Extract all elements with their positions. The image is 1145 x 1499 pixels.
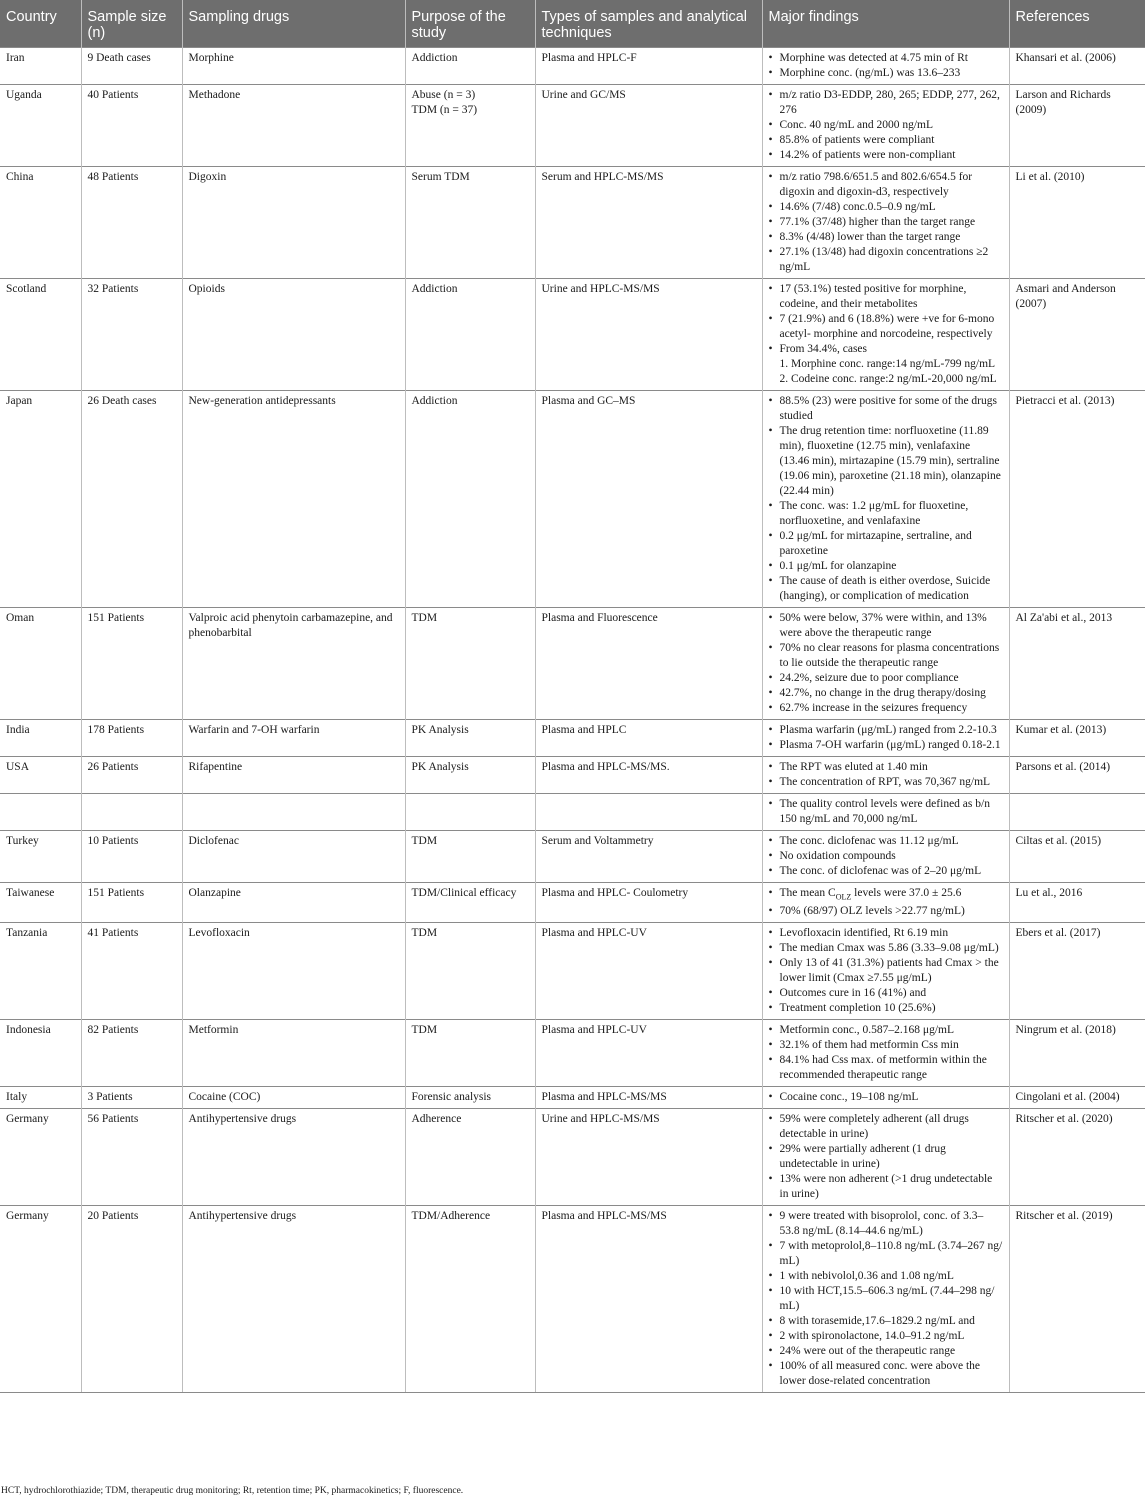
purpose-line: Adherence — [411, 1113, 462, 1126]
table-row — [0, 391, 1145, 608]
header-sample-size: Sample size (n) — [81, 0, 182, 48]
table-header — [0, 0, 1145, 48]
finding-subscript: OLZ — [835, 892, 852, 902]
cell-sampling-drugs: New-generation antidepressants — [182, 391, 405, 608]
purpose-line: Forensic analysis — [411, 1091, 492, 1104]
cell-sample-size: 151 Patients — [81, 608, 182, 720]
cell-reference: Ritscher et al. (2019) — [1009, 1206, 1145, 1393]
findings-list — [769, 282, 1003, 387]
cell-reference: Pietracci et al. (2013) — [1009, 391, 1145, 608]
cell-sample-types: Plasma and HPLC-UV — [535, 923, 762, 1020]
cell-sample-types: Plasma and Fluorescence — [535, 608, 762, 720]
cell-sample-types: Plasma and HPLC-MS/MS. — [535, 757, 762, 794]
finding-item: • 14.2% of patients were non-compliant — [769, 148, 1003, 163]
finding-item: • 10 with HCT,15.5–606.3 ng/mL (7.44–298 ng/ mL) — [769, 1284, 1003, 1314]
cell-major-findings — [762, 85, 1009, 167]
finding-item: • 14.6% (7/48) conc.0.5–0.9 ng/mL — [769, 200, 1003, 215]
cell-major-findings — [762, 831, 1009, 883]
table-row — [0, 48, 1145, 85]
findings-list — [769, 51, 1003, 81]
header-sampling-drugs: Sampling drugs — [182, 0, 405, 48]
purpose-line: Addiction — [411, 283, 458, 295]
cell-country: Turkey — [0, 831, 81, 883]
cell-reference: Al Za'abi et al., 2013 — [1009, 608, 1145, 720]
finding-item: • m/z ratio D3-EDDP, 280, 265; EDDP, 277, 262, 276 — [769, 88, 1003, 118]
finding-item: • 88.5% (23) were positive for some of the drugs studied — [769, 394, 1003, 424]
purpose-line: PK Analysis — [411, 724, 469, 736]
cell-major-findings — [762, 720, 1009, 757]
purpose-line: TDM — [411, 927, 438, 940]
finding-item: • 70% (68/97) OLZ levels >22.77 ng/mL) — [769, 904, 1003, 919]
cell-country: Tanzania — [0, 923, 81, 1020]
finding-item — [769, 886, 1003, 904]
findings-list — [769, 1090, 1003, 1105]
table-row — [0, 167, 1145, 279]
cell-sample-types: Serum and Voltammetry — [535, 831, 762, 883]
cell-purpose — [405, 1206, 535, 1393]
cell-purpose — [405, 883, 535, 923]
finding-item: • The conc. was: 1.2 μg/mL for fluoxetine, norfluoxetine, and venlafaxine — [769, 499, 1003, 529]
cell-purpose — [405, 279, 535, 391]
finding-item: • 77.1% (37/48) higher than the target range — [769, 215, 1003, 230]
findings-list — [769, 394, 1003, 604]
findings-list — [769, 1209, 1003, 1389]
findings-list — [769, 886, 1003, 919]
finding-item: • The RPT was eluted at 1.40 min — [769, 760, 1003, 775]
finding-item: • m/z ratio 798.6/651.5 and 802.6/654.5 for digoxin and digoxin-d3, respectively — [769, 170, 1003, 200]
purpose-line: TDM — [411, 1024, 438, 1037]
finding-item: • 24% were out of the therapeutic range — [769, 1344, 1003, 1359]
findings-list — [769, 1023, 1003, 1083]
cell-reference: Ebers et al. (2017) — [1009, 923, 1145, 1020]
finding-item: • The conc. diclofenac was 11.12 μg/mL — [769, 834, 1003, 849]
cell-purpose — [405, 1087, 535, 1109]
cell-sample-size: 3 Patients — [81, 1087, 182, 1109]
finding-item: • 9 were treated with bisoprolol, conc. of 3.3–53.8 ng/mL (8.14–44.6 ng/mL) — [769, 1209, 1003, 1239]
cell-purpose — [405, 85, 535, 167]
finding-item: • Outcomes cure in 16 (41%) and — [769, 986, 1003, 1001]
cell-country: Germany — [0, 1109, 81, 1206]
cell-sampling-drugs: Olanzapine — [182, 883, 405, 923]
finding-item: • Plasma 7-OH warfarin (μg/mL) ranged 0.18-2.1 — [769, 738, 1003, 753]
purpose-line: TDM/Adherence — [411, 1210, 491, 1223]
table-row — [0, 85, 1145, 167]
cell-purpose — [405, 923, 535, 1020]
cell-sample-types: Urine and GC/MS — [535, 85, 762, 167]
cell-sample-size: 26 Patients — [81, 757, 182, 794]
cell-sample-types: Plasma and GC–MS — [535, 391, 762, 608]
cell-reference: Asmari and Anderson (2007) — [1009, 279, 1145, 391]
cell-sample-types — [535, 794, 762, 831]
cell-sample-types: Plasma and HPLC-MS/MS — [535, 1206, 762, 1393]
finding-item: • 8.3% (4/48) lower than the target range — [769, 230, 1003, 245]
cell-sample-types: Plasma and HPLC-UV — [535, 1020, 762, 1087]
cell-sample-size: 9 Death cases — [81, 48, 182, 85]
finding-item: • Morphine conc. (ng/mL) was 13.6–233 — [769, 66, 1003, 81]
cell-reference: Cingolani et al. (2004) — [1009, 1087, 1145, 1109]
finding-item: • No oxidation compounds — [769, 849, 1003, 864]
table-row — [0, 720, 1145, 757]
cell-country: Uganda — [0, 85, 81, 167]
findings-list — [769, 926, 1003, 1016]
table-row — [0, 608, 1145, 720]
finding-item: • Morphine was detected at 4.75 min of Rt — [769, 51, 1003, 66]
finding-item: • 13% were non adherent (>1 drug undetectable in urine) — [769, 1172, 1003, 1202]
cell-reference: Ningrum et al. (2018) — [1009, 1020, 1145, 1087]
table-row — [0, 1109, 1145, 1206]
table-row — [0, 279, 1145, 391]
cell-country: Italy — [0, 1087, 81, 1109]
purpose-line: TDM (n = 37) — [411, 104, 478, 116]
finding-item: • From 34.4%, cases — [769, 342, 1003, 357]
cell-major-findings — [762, 757, 1009, 794]
cell-country: Iran — [0, 48, 81, 85]
finding-item: • The cause of death is either overdose, Suicide (hanging), or complication of medication — [769, 574, 1003, 604]
cell-sample-types: Plasma and HPLC-MS/MS — [535, 1087, 762, 1109]
purpose-line: Addiction — [411, 395, 458, 407]
finding-item: • Only 13 of 41 (31.3%) patients had Cmax > the lower limit (Cmax ≥7.55 μg/mL) — [769, 956, 1003, 986]
cell-purpose — [405, 167, 535, 279]
table-row — [0, 923, 1145, 1020]
table-row — [0, 831, 1145, 883]
table-footnote: HCT, hydrochlorothiazide; TDM, therapeutic drug monitoring; Rt, retention time; PK, pharmacokinetics; F, fluorescence. — [1, 1486, 464, 1496]
table-row — [0, 794, 1145, 831]
finding-item: • 29% were partially adherent (1 drug undetectable in urine) — [769, 1142, 1003, 1172]
finding-item: • The median Cmax was 5.86 (3.33–9.08 μg/mL) — [769, 941, 1003, 956]
finding-item: 1. Morphine conc. range:14 ng/mL-799 ng/mL — [779, 358, 996, 370]
finding-item: • 32.1% of them had metformin Css min — [769, 1038, 1003, 1053]
purpose-line: TDM — [411, 835, 438, 847]
cell-purpose — [405, 794, 535, 831]
cell-country — [0, 794, 81, 831]
table-body — [0, 48, 1145, 1393]
cell-major-findings — [762, 1020, 1009, 1087]
cell-sampling-drugs: Rifapentine — [182, 757, 405, 794]
cell-purpose — [405, 48, 535, 85]
cell-reference — [1009, 794, 1145, 831]
header-sample-types: Types of samples and analytical techniques — [535, 0, 762, 48]
findings-list — [769, 797, 1003, 827]
cell-country: USA — [0, 757, 81, 794]
header-purpose: Purpose of the study — [405, 0, 535, 48]
findings-list — [769, 760, 1003, 790]
cell-sampling-drugs: Metformin — [182, 1020, 405, 1087]
finding-item: • 8 with torasemide,17.6–1829.2 ng/mL and — [769, 1314, 1003, 1329]
purpose-line: PK Analysis — [411, 761, 469, 773]
cell-country: Germany — [0, 1206, 81, 1393]
header-row — [0, 0, 1145, 48]
purpose-line: Serum TDM — [411, 171, 470, 183]
cell-country: Oman — [0, 608, 81, 720]
purpose-line: TDM — [411, 612, 438, 624]
table-row — [0, 1206, 1145, 1393]
cell-sampling-drugs: Methadone — [182, 85, 405, 167]
cell-purpose — [405, 1109, 535, 1206]
cell-reference: Ritscher et al. (2020) — [1009, 1109, 1145, 1206]
cell-sample-types: Urine and HPLC-MS/MS — [535, 1109, 762, 1206]
findings-list — [769, 611, 1003, 716]
cell-purpose — [405, 1020, 535, 1087]
cell-reference: Ciltas et al. (2015) — [1009, 831, 1145, 883]
cell-sample-types: Serum and HPLC-MS/MS — [535, 167, 762, 279]
table-row — [0, 1087, 1145, 1109]
finding-item: • The conc. of diclofenac was of 2–20 μg/mL — [769, 864, 1003, 879]
cell-reference: Li et al. (2010) — [1009, 167, 1145, 279]
cell-sample-types: Urine and HPLC-MS/MS — [535, 279, 762, 391]
finding-item: • 1 with nebivolol,0.36 and 1.08 ng/mL — [769, 1269, 1003, 1284]
cell-country: Taiwanese — [0, 883, 81, 923]
finding-item: • 100% of all measured conc. were above the lower dose-related concentration — [769, 1359, 1003, 1389]
cell-major-findings — [762, 608, 1009, 720]
cell-sample-size: 10 Patients — [81, 831, 182, 883]
cell-purpose — [405, 720, 535, 757]
cell-purpose — [405, 757, 535, 794]
table-row — [0, 883, 1145, 923]
cell-sampling-drugs: Warfarin and 7-OH warfarin — [182, 720, 405, 757]
purpose-line: Abuse (n = 3) — [411, 89, 476, 101]
cell-major-findings — [762, 883, 1009, 923]
cell-major-findings — [762, 48, 1009, 85]
finding-item: • 50% were below, 37% were within, and 13% were above the therapeutic range — [769, 611, 1003, 641]
cell-sample-size: 20 Patients — [81, 1206, 182, 1393]
cell-major-findings — [762, 1206, 1009, 1393]
cell-sampling-drugs: Cocaine (COC) — [182, 1087, 405, 1109]
cell-sample-size: 82 Patients — [81, 1020, 182, 1087]
table-row — [0, 1020, 1145, 1087]
header-country: Country — [0, 0, 81, 48]
findings-list — [769, 834, 1003, 879]
finding-item: • 7 with metoprolol,8–110.8 ng/mL (3.74–267 ng/ mL) — [769, 1239, 1003, 1269]
cell-country: China — [0, 167, 81, 279]
cell-major-findings — [762, 1109, 1009, 1206]
cell-major-findings — [762, 923, 1009, 1020]
finding-item: • 85.8% of patients were compliant — [769, 133, 1003, 148]
finding-item: • 2 with spironolactone, 14.0–91.2 ng/mL — [769, 1329, 1003, 1344]
finding-item: • 42.7%, no change in the drug therapy/dosing — [769, 686, 1003, 701]
findings-list — [769, 723, 1003, 753]
findings-list — [769, 170, 1003, 275]
cell-sample-size: 151 Patients — [81, 883, 182, 923]
cell-sampling-drugs: Antihypertensive drugs — [182, 1109, 405, 1206]
cell-major-findings — [762, 1087, 1009, 1109]
header-references: References — [1009, 0, 1145, 48]
cell-sample-size: 56 Patients — [81, 1109, 182, 1206]
cell-reference: Lu et al., 2016 — [1009, 883, 1145, 923]
finding-item: • 59% were completely adherent (all drugs detectable in urine) — [769, 1112, 1003, 1142]
finding-item: • 0.1 μg/mL for olanzapine — [769, 559, 1003, 574]
finding-item: • Plasma warfarin (μg/mL) ranged from 2.2-10.3 — [769, 723, 1003, 738]
finding-item: • Treatment completion 10 (25.6%) — [769, 1001, 1003, 1016]
cell-reference: Khansari et al. (2006) — [1009, 48, 1145, 85]
cell-sampling-drugs: Opioids — [182, 279, 405, 391]
cell-sample-size: 40 Patients — [81, 85, 182, 167]
cell-reference: Parsons et al. (2014) — [1009, 757, 1145, 794]
cell-sampling-drugs: Levofloxacin — [182, 923, 405, 1020]
table-row — [0, 757, 1145, 794]
cell-major-findings — [762, 279, 1009, 391]
cell-sampling-drugs: Antihypertensive drugs — [182, 1206, 405, 1393]
cell-country: India — [0, 720, 81, 757]
finding-item: • 84.1% had Css max. of metformin within the recommended therapeutic range — [769, 1053, 1003, 1083]
cell-sample-size: 32 Patients — [81, 279, 182, 391]
finding-item: • Cocaine conc., 19–108 ng/mL — [769, 1090, 1003, 1105]
finding-item: • 17 (53.1%) tested positive for morphine, codeine, and their metabolites — [769, 282, 1003, 312]
cell-major-findings — [762, 167, 1009, 279]
finding-item: • 70% no clear reasons for plasma concentrations to lie outside the therapeutic range — [769, 641, 1003, 671]
finding-item: • 27.1% (13/48) had digoxin concentrations ≥2 ng/mL — [769, 245, 1003, 275]
cell-sampling-drugs: Diclofenac — [182, 831, 405, 883]
finding-item: • 24.2%, seizure due to poor compliance — [769, 671, 1003, 686]
cell-sampling-drugs: Digoxin — [182, 167, 405, 279]
cell-country: Indonesia — [0, 1020, 81, 1087]
cell-sample-size: 178 Patients — [81, 720, 182, 757]
cell-sample-size: 41 Patients — [81, 923, 182, 1020]
finding-item: • Metformin conc., 0.587–2.168 μg/mL — [769, 1023, 1003, 1038]
finding-item: • The concentration of RPT, was 70,367 ng/mL — [769, 775, 1003, 790]
cell-sampling-drugs — [182, 794, 405, 831]
cell-sample-size: 48 Patients — [81, 167, 182, 279]
finding-item: • Levofloxacin identified, Rt 6.19 min — [769, 926, 1003, 941]
finding-text: The mean C — [779, 887, 836, 899]
purpose-line: Addiction — [411, 52, 458, 64]
cell-reference: Larson and Richards (2009) — [1009, 85, 1145, 167]
finding-item: • 62.7% increase in the seizures frequency — [769, 701, 1003, 716]
finding-item: • 0.2 μg/mL for mirtazapine, sertraline, and paroxetine — [769, 529, 1003, 559]
cell-purpose — [405, 608, 535, 720]
cell-major-findings — [762, 391, 1009, 608]
finding-item: • Conc. 40 ng/mL and 2000 ng/mL — [769, 118, 1003, 133]
cell-sample-types: Plasma and HPLC- Coulometry — [535, 883, 762, 923]
cell-sample-size — [81, 794, 182, 831]
finding-item: • The quality control levels were defined as b/n 150 ng/mL and 70,000 ng/mL — [769, 797, 1003, 827]
cell-sampling-drugs: Morphine — [182, 48, 405, 85]
cell-sampling-drugs: Valproic acid phenytoin carbamazepine, and phenobarbital — [182, 608, 405, 720]
cell-sample-size: 26 Death cases — [81, 391, 182, 608]
cell-sample-types: Plasma and HPLC-F — [535, 48, 762, 85]
purpose-line: TDM/Clinical efficacy — [411, 887, 517, 899]
findings-list — [769, 88, 1003, 163]
cell-major-findings — [762, 794, 1009, 831]
cell-purpose — [405, 391, 535, 608]
finding-item: • The drug retention time: norfluoxetine (11.89 min), fluoxetine (12.75 min), venlafaxine (13.46 min), mirtazapine (15.79 min), sertraline (19.06 min), paroxetine (21.18 min), olanzapine (22.44 min) — [769, 424, 1003, 499]
header-major-findings: Major findings — [762, 0, 1009, 48]
finding-text-tail: levels were 37.0 ± 25.6 — [851, 887, 962, 899]
cell-reference: Kumar et al. (2013) — [1009, 720, 1145, 757]
finding-item: 2. Codeine conc. range:2 ng/mL-20,000 ng/mL — [779, 373, 997, 385]
findings-list — [769, 1112, 1003, 1202]
cell-country: Japan — [0, 391, 81, 608]
cell-sample-types: Plasma and HPLC — [535, 720, 762, 757]
finding-item: • 7 (21.9%) and 6 (18.8%) were +ve for 6-mono acetyl- morphine and norcodeine, respectively — [769, 312, 1003, 342]
cell-country: Scotland — [0, 279, 81, 391]
cell-purpose — [405, 831, 535, 883]
